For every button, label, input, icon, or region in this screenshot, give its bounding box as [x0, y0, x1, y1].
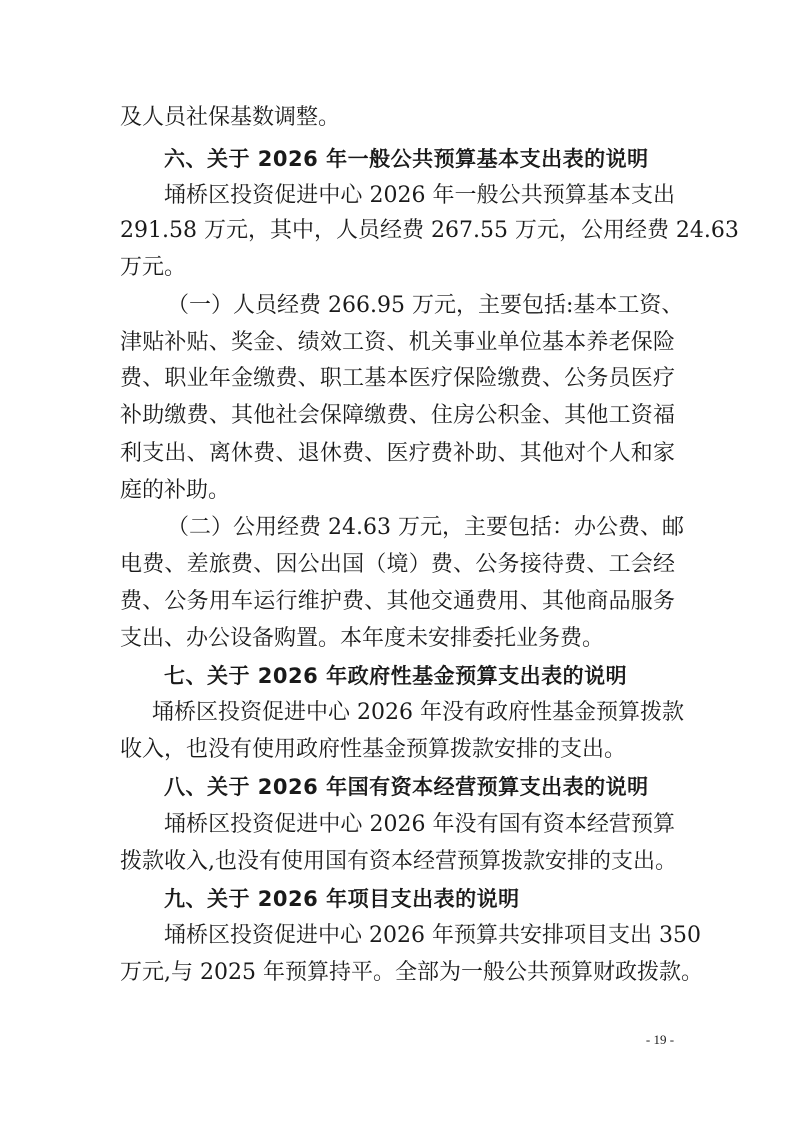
paragraph-line: 利支出、离休费、退休费、医疗费补助、其他对个人和家: [120, 441, 675, 466]
paragraph-line: 埇桥区投资促进中心 2026 年预算共安排项目支出 350: [164, 923, 701, 948]
section-heading-9: 九、关于 2026 年项目支出表的说明: [164, 887, 520, 911]
paragraph-line: 支出、办公设备购置。本年度未安排委托业务费。: [120, 626, 605, 651]
paragraph-line: 津贴补贴、奖金、绩效工资、机关事业单位基本养老保险: [120, 330, 675, 355]
paragraph-line: 费、公务用车运行维护费、其他交通费用、其他商品服务: [120, 589, 675, 614]
section-heading-6: 六、关于 2026 年一般公共预算基本支出表的说明: [164, 147, 649, 171]
paragraph-line: 费、职业年金缴费、职工基本医疗保险缴费、公务员医疗: [120, 366, 675, 391]
paragraph-line: 及人员社保基数调整。: [120, 105, 341, 130]
paragraph-line: 补助缴费、其他社会保障缴费、住房公积金、其他工资福: [120, 403, 675, 428]
section-heading-7: 七、关于 2026 年政府性基金预算支出表的说明: [164, 664, 628, 688]
page-number: - 19 -: [645, 1032, 675, 1047]
paragraph-line: 埇桥区投资促进中心 2026 年没有政府性基金预算拨款: [152, 700, 684, 725]
paragraph-line: 埇桥区投资促进中心 2026 年一般公共预算基本支出: [164, 183, 675, 208]
paragraph-line: 万元。: [120, 255, 187, 280]
paragraph-line: （一）人员经费 266.95 万元，主要包括:基本工资、: [167, 293, 684, 318]
paragraph-line: 拨款收入,也没有使用国有资本经营预算拨款安排的支出。: [120, 849, 677, 874]
paragraph-line: 收入，也没有使用政府性基金预算拨款安排的支出。: [120, 737, 627, 762]
paragraph-line: 庭的补助。: [120, 478, 231, 503]
paragraph-line: （二）公用经费 24.63 万元，主要包括：办公费、邮: [167, 515, 684, 540]
paragraph-line: 291.58 万元，其中，人员经费 267.55 万元，公用经费 24.63: [120, 218, 739, 243]
section-heading-8: 八、关于 2026 年国有资本经营预算支出表的说明: [164, 775, 649, 799]
paragraph-line: 电费、差旅费、因公出国（境）费、公务接待费、工会经: [120, 552, 675, 577]
paragraph-line: 埇桥区投资促进中心 2026 年没有国有资本经营预算: [164, 812, 675, 837]
paragraph-line: 万元,与 2025 年预算持平。全部为一般公共预算财政拨款。: [120, 960, 703, 985]
